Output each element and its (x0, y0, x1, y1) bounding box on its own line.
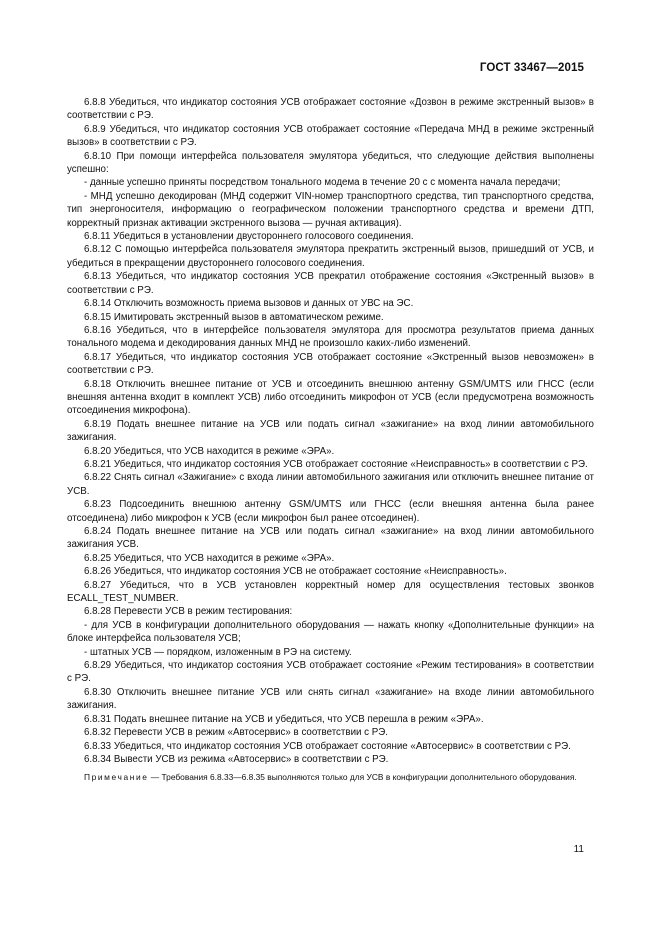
paragraph-6-8-31: 6.8.31 Подать внешнее питание на УСВ и убедиться, что УСВ перешла в режим «ЭРА». (84, 713, 484, 725)
paragraph-6-8-12: 6.8.12 С помощью интерфейса пользователя эмулятора прекратить экстренный вызов, пришедший от УСВ, и убедиться в прекращении двустороннего голосового соединения. (67, 244, 594, 269)
page-number: 11 (573, 844, 584, 855)
paragraph-6-8-28: 6.8.28 Перевести УСВ в режим тестирования: (84, 606, 293, 618)
list-item-mnd-decoded: - МНД успешно декодирован (МНД содержит VIN-номер транспортного средства, тип транспортного средства, тип энергоносителя, информацию о географическом положении транспортного средства и времени ДТП, корректный признак активации экстренного вызова — ручная активация). (67, 190, 594, 229)
list-item-standard-usv: - штатных УСВ — порядком, изложенным в РЭ на систему. (84, 646, 352, 658)
paragraph-6-8-27: 6.8.27 Убедиться, что в УСВ установлен корректный номер для осуществления тестовых звонков ECALL_TEST_NUMBER. (67, 579, 594, 605)
list-item-additional-equipment: - для УСВ в конфигурации дополнительного оборудования — нажать кнопку «Дополнительные функции» на блоке интерфейса пользователя УСВ; (67, 619, 594, 645)
paragraph-6-8-29: 6.8.29 Убедиться, что индикатор состояния УСВ отображает состояние «Режим тестирования» в соответствии с РЭ. (67, 660, 594, 685)
paragraph-6-8-26: 6.8.26 Убедиться, что индикатор состояния УСВ не отображает состояние «Неисправность». (84, 566, 507, 578)
paragraph-6-8-20: 6.8.20 Убедиться, что УСВ находится в режиме «ЭРА». (84, 445, 335, 457)
paragraph-6-8-9: 6.8.9 Убедиться, что индикатор состояния УСВ отображает состояние «Передача МНД в режиме экстренный вызов» в соответствии с РЭ. (67, 123, 594, 149)
paragraph-6-8-33: 6.8.33 Убедиться, что индикатор состояния УСВ отображает состояние «Автосервис» в соответствии с РЭ. (84, 740, 571, 752)
paragraph-6-8-18: 6.8.18 Отключить внешнее питание от УСВ и отсоединить внешнюю антенну GSM/UMTS или ГНСС (если внешняя антенна входит в комплект УСВ) либо отсоединить микрофон от УСВ (если предусмотрена возможность отсоединения микрофона). (67, 378, 594, 417)
paragraph-6-8-30: 6.8.30 Отключить внешнее питание УСВ или снять сигнал «зажигание» на входе линии автомобильного зажигания. (67, 686, 594, 712)
standard-header: ГОСТ 33467—2015 (479, 62, 584, 74)
list-item-data-received: - данные успешно приняты посредством тонального модема в течение 20 с с момента начала передачи; (84, 177, 561, 189)
paragraph-6-8-32: 6.8.32 Перевести УСВ в режим «Автосервис» в соответствии с РЭ. (84, 727, 388, 739)
paragraph-6-8-25: 6.8.25 Убедиться, что УСВ находится в режиме «ЭРА». (84, 552, 335, 564)
paragraph-6-8-16: 6.8.16 Убедиться, что в интерфейсе пользователя эмулятора для просмотра результатов приема данных тонального модема и декодирования данных МНД не произошло каких-либо изменений. (67, 324, 594, 350)
paragraph-6-8-19: 6.8.19 Подать внешнее питание на УСВ или подать сигнал «зажигание» на вход линии автомобильного зажигания. (67, 418, 594, 444)
paragraph-6-8-11: 6.8.11 Убедиться в установлении двустороннего голосового соединения. (84, 231, 414, 243)
paragraph-6-8-14: 6.8.14 Отключить возможность приема вызовов и данных от УВС на ЭС. (84, 298, 414, 310)
paragraph-6-8-15: 6.8.15 Имитировать экстренный вызов в автоматическом режиме. (84, 311, 384, 323)
note (67, 772, 594, 784)
paragraph-6-8-22: 6.8.22 Снять сигнал «Зажигание» с входа линии автомобильного зажигания или отключить внешнее питание от УСВ. (67, 472, 594, 497)
paragraph-6-8-8: 6.8.8 Убедиться, что индикатор состояния УСВ отображает состояние «Дозвон в режиме экстренный вызов» в соответствии с РЭ. (67, 97, 594, 122)
paragraph-6-8-13: 6.8.13 Убедиться, что индикатор состояния УСВ прекратил отображение состояния «Экстренный вызов» в соответствии с РЭ. (67, 271, 594, 296)
paragraph-6-8-10: 6.8.10 При помощи интерфейса пользователя эмулятора убедиться, что следующие действия выполнены успешно: (67, 150, 594, 176)
document-body (67, 96, 594, 784)
paragraph-6-8-23: 6.8.23 Подсоединить внешнюю антенну GSM/UMTS или ГНСС (если внешняя антенна была ранее отсоединена) либо микрофон к УСВ (если микрофон был ранее отсоединен). (67, 499, 594, 524)
paragraph-6-8-34: 6.8.34 Вывести УСВ из режима «Автосервис» в соответствии с РЭ. (84, 753, 389, 765)
note-label: Примечание (84, 772, 149, 783)
paragraph-6-8-24: 6.8.24 Подать внешнее питание на УСВ или подать сигнал «зажигание» на вход линии автомобильного зажигания УСВ. (67, 526, 594, 551)
note-text: — Требования 6.8.33—6.8.35 выполняются только для УСВ в конфигурации дополнительного оборудования. (148, 772, 577, 783)
paragraph-6-8-21: 6.8.21 Убедиться, что индикатор состояния УСВ отображает состояние «Неисправность» в соответствии с РЭ. (84, 458, 588, 470)
paragraph-6-8-17: 6.8.17 Убедиться, что индикатор состояния УСВ отображает состояние «Экстренный вызов невозможен» в соответствии с РЭ. (67, 351, 594, 377)
